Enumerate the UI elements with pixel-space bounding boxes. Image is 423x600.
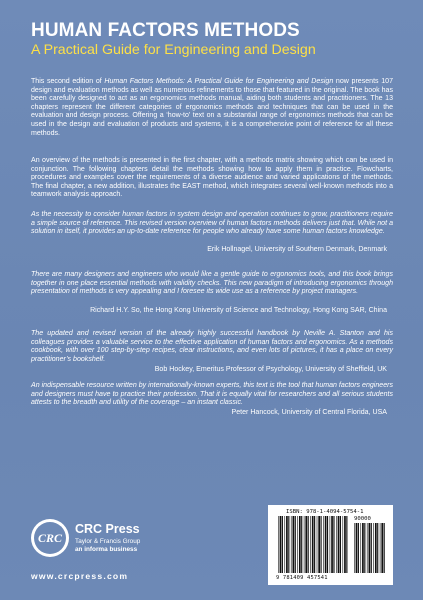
barcode-bar xyxy=(356,523,358,573)
publisher-logo xyxy=(31,519,151,559)
barcode-bar xyxy=(346,516,347,573)
publisher-tagline: an informa business xyxy=(75,546,138,553)
barcode-bar xyxy=(338,516,340,573)
barcode-bar xyxy=(369,523,371,573)
endorsement-quote: An indispensable resource written by internationally-known experts, this text is the tool that human factors engineers and designers must have to practice their profession. That it is equally vital for researchers and all serious students attests to the breadth and utility of the coverage – an instant classic. xyxy=(31,382,393,407)
barcode-bar xyxy=(318,516,320,573)
barcode-bar xyxy=(325,516,327,573)
barcode-bar xyxy=(354,523,355,573)
barcode-bar xyxy=(284,516,285,573)
barcode-bar xyxy=(321,516,322,573)
publisher-name: CRC Press xyxy=(75,522,140,536)
barcode-bar xyxy=(280,516,282,573)
barcode-bar xyxy=(377,523,378,573)
barcode-icon xyxy=(278,516,348,573)
barcode-bar xyxy=(384,523,385,573)
barcode-bar xyxy=(371,523,372,573)
publisher-group: Taylor & Francis Group xyxy=(75,538,141,545)
barcode-bar xyxy=(312,516,314,573)
endorsement-attribution: Peter Hancock, University of Central Florida, USA xyxy=(231,409,387,416)
barcode-supplement-icon xyxy=(354,523,386,573)
barcode-bar xyxy=(310,516,311,573)
endorsement-attribution: Erik Hollnagel, University of Southern Denmark, Denmark xyxy=(207,246,387,253)
book-title-italic: Human Factors Methods: A Practical Guide for Engineering and Design xyxy=(104,78,334,85)
endorsement-attribution: Richard H.Y. So, the Hong Kong University of Science and Technology, Hong Kong SAR, China xyxy=(90,307,387,314)
barcode-bar xyxy=(344,516,346,573)
barcode-bar xyxy=(343,516,344,573)
description-paragraph-2: An overview of the methods is presented in the first chapter, with a methods matrix showing which can be used in conjunction. The following chapters detail the methods showing how to apply them in practice. Flowcharts, procedures and examples cover the requirements of a diverse audience and varied applications of the methods. The final chapter, a new addition, illustrates the EAST method, which integrates several well-known methods into a teamwork analysis approach. xyxy=(31,157,393,199)
barcode-bar xyxy=(340,516,341,573)
barcode-bar xyxy=(308,516,309,573)
barcode-bar xyxy=(362,523,364,573)
price-code: 90000 xyxy=(354,516,371,522)
endorsement-attribution: Bob Hockey, Emeritus Professor of Psychology, University of Sheffield, UK xyxy=(154,366,387,373)
barcode-bar xyxy=(304,516,305,573)
barcode-bar xyxy=(333,516,334,573)
barcode-bar xyxy=(305,516,307,573)
endorsement-quote: The updated and revised version of the already highly successful handbook by Neville A. Stanton and his colleagues provides a valuable service to the effective application of human factors and ergonomics. As a methods cookbook, with over 100 step-by-step recipes, clear instructions, and even lots of pictures, it has a place on every practitioner’s bookshelf. xyxy=(31,330,393,363)
barcode-bar xyxy=(336,516,337,573)
book-title: HUMAN FACTORS METHODS xyxy=(31,20,300,41)
endorsement-quote: There are many designers and engineers who would like a gentle guide to ergonomics tools, and this book brings together in one place essential methods with validity checks. This new paradigm of introducing ergonomics through presentation of methods is very appealing and I foresee its wide use as a reference by project managers. xyxy=(31,271,393,296)
description-text: now presents 107 design and evaluation methods as well as numerous refinements to those that featured in the original. The book has been carefully designed to act as an ergonomics methods manual, aiding both students and practitioners. The 13 chapters represent the different categories of ergonomics methods and techniques that can be used in the evaluation and design process. Offering a ‘how-to’ text on a substantial range of ergonomics methods that can be used in the design and evaluation of products and systems, it is a comprehensive point of reference for all these methods. xyxy=(31,78,393,137)
crc-logo-letters xyxy=(31,519,69,557)
barcode-bar xyxy=(299,516,301,573)
description-paragraph-1 xyxy=(31,78,393,138)
barcode-bar xyxy=(282,516,283,573)
publisher-url[interactable]: www.crcpress.com xyxy=(31,571,129,581)
barcode-bar xyxy=(278,516,279,573)
barcode-panel xyxy=(268,505,393,585)
barcode-bar xyxy=(297,516,298,573)
barcode-bar xyxy=(286,516,288,573)
crc-logo-icon xyxy=(31,519,69,557)
barcode-bar xyxy=(364,523,365,573)
isbn-text: ISBN: 978-1-4094-5754-1 xyxy=(286,509,364,515)
book-subtitle: A Practical Guide for Engineering and Design xyxy=(31,42,316,58)
barcode-bar xyxy=(358,523,359,573)
barcode-bar xyxy=(293,516,295,573)
barcode-bar xyxy=(314,516,315,573)
description-text: This second edition of xyxy=(31,78,105,85)
barcode-bar xyxy=(291,516,292,573)
barcode-bar xyxy=(380,523,381,573)
barcode-digits: 9 781409 457541 xyxy=(276,575,328,581)
barcode-bar xyxy=(375,523,377,573)
barcode-bar xyxy=(301,516,302,573)
logo-text: CRC xyxy=(37,531,63,545)
barcode-bar xyxy=(317,516,318,573)
barcode-bar xyxy=(360,523,361,573)
barcode-bar xyxy=(373,523,374,573)
barcode-bar xyxy=(330,516,331,573)
endorsement-quote: As the necessity to consider human factors in system design and operation continues to grow, practitioners require a simple source of reference. This revised version overview of human factors methods delivers just that. While not a solution in itself, it provides an up-to-date reference for people who already have some human factors knowledge. xyxy=(31,211,393,236)
barcode-bar xyxy=(367,523,368,573)
barcode-bar xyxy=(331,516,333,573)
barcode-bar xyxy=(381,523,383,573)
barcode-bar xyxy=(327,516,328,573)
barcode-bar xyxy=(288,516,289,573)
barcode-bar xyxy=(323,516,324,573)
barcode-bar xyxy=(295,516,296,573)
